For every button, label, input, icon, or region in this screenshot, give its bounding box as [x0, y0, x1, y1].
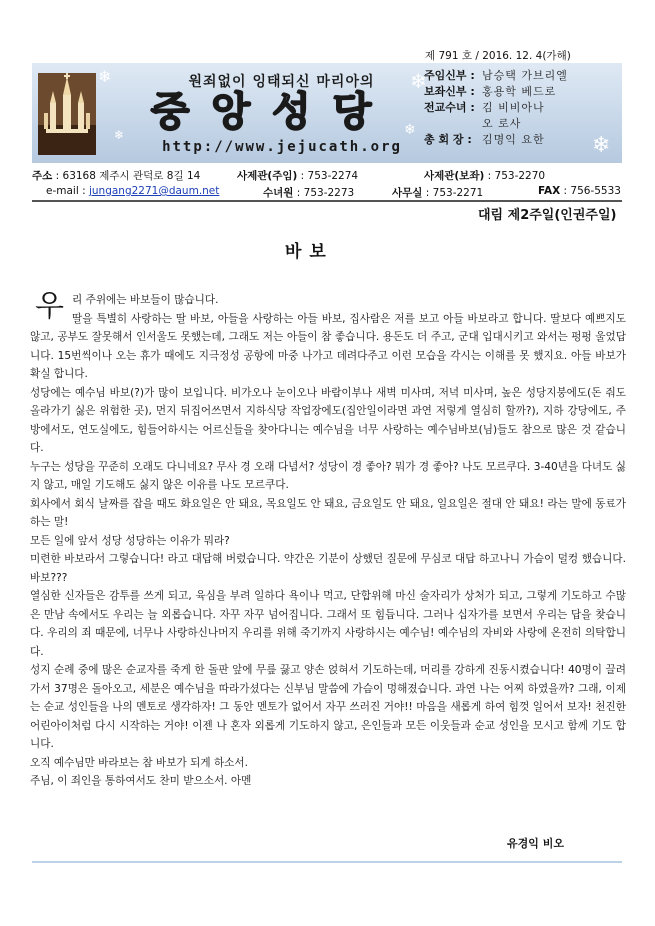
address-value: : 63168 제주시 관덕로 8길 14 — [55, 170, 201, 182]
staff-name: 홍용학 베드로 — [482, 85, 557, 98]
contact-office2 — [424, 168, 545, 183]
article-paragraph: 회사에서 회식 날짜를 잡을 때도 화요일은 안 돼요, 목요일도 안 돼요, 금요일도 안 돼요, 일요일은 절대 안 돼요! 라는 말에 동료가 하는 말! — [30, 497, 626, 528]
article-body — [30, 291, 626, 791]
snowflake-icon: ❄ — [592, 133, 611, 158]
staff-name: 오 로사 — [482, 117, 522, 130]
staff-name: 남승택 가브리엘 — [482, 69, 568, 82]
secretariat-value: : 753-2271 — [425, 187, 484, 199]
contact-fax — [538, 185, 621, 197]
staff-name: 김명익 요한 — [482, 133, 545, 146]
snowflake-icon: ❄ — [98, 67, 112, 86]
article-paragraph: 오직 예수님만 바라보는 참 바보가 되게 하소서. — [30, 756, 249, 769]
staff-row — [424, 67, 620, 83]
staff-name: 김 비비아나 — [482, 101, 545, 114]
article-paragraph: 열심한 신자들은 감투를 쓰게 되고, 육심을 부려 일하다 욕이나 먹고, 단합위해 마신 술자리가 상처가 되고, 그렇게 기도하고 수많은 만남 속에서도 우리는 늘 외롭습니다. 자꾸 자꾸 넘어집니다. 그래서 또 힘듭니다. 그러나 십자가를 보면서 우리는 답을 찾습니다. 우리의 죄 때문에, 너무나 사랑하신나머지 우리를 위해 죽기까지 사랑하시는 예수님! 예수님의 자비와 사랑에 온전히 의탁합니다. — [30, 590, 626, 658]
email-link[interactable]: jungang2271@daum.net — [88, 185, 220, 197]
address-label: 주소 — [32, 170, 53, 182]
issue-number: 제 791 호 / 2016. 12. 4(가해) — [425, 50, 571, 62]
parish-motto: 원죄없이 잉태되신 마리아의 — [188, 74, 375, 90]
contact-office1 — [237, 168, 358, 183]
article-paragraph: 주님, 이 죄인을 통하여서도 찬미 받으소서. 아멘 — [30, 775, 252, 787]
contact-email — [46, 185, 219, 197]
staff-list — [424, 67, 620, 147]
article-paragraph: 누구는 성당을 꾸준히 오래도 다니네요? 무사 경 오래 다념서? 성당이 경 좋아? 뭐가 경 좋아? 나도 모르쿠다. 3-40년을 다녀도 싫지 않고, 매일 기도해도 싫지 않은 이유를 나도 모르쿠다. — [30, 460, 626, 491]
office1-label: 사제관(주임) — [237, 170, 298, 182]
footer-divider — [32, 861, 622, 863]
office2-label: 사제관(보좌) — [424, 170, 485, 182]
liturgical-sunday: 대림 제2주일(인권주일) — [478, 208, 617, 223]
article-paragraph — [30, 289, 626, 324]
snowflake-icon: ❄ — [114, 128, 125, 142]
article-paragraph: 모든 일에 앞서 성당 성당하는 이유가 뭐라? — [30, 534, 230, 547]
convent-label: 수녀원 — [263, 187, 294, 199]
parish-url[interactable]: http://www.jejucath.org — [162, 139, 402, 155]
staff-role: 보좌신부 : — [424, 85, 475, 98]
office2-value: : 753-2270 — [487, 170, 546, 182]
fax-value: : 756-5533 — [563, 185, 621, 197]
staff-row — [424, 83, 620, 99]
staff-row — [424, 99, 620, 115]
email-label: e-mail : — [46, 185, 86, 197]
dropcap: 우 — [35, 289, 64, 324]
article-paragraph: 딸을 특별히 사랑하는 딸 바보, 아들을 사랑하는 아들 바보, 집사람은 저를 보고 아들 바보라고 합니다. 딸보다 예쁘지도 않고, 공부도 잘못해서 인서울도 못했는데, 그래도 저는 아들이 참 좋습니다. 용돈도 더 주고, 군대 입대시키고 와서는 펑펑 울었답니다. 15번씩이나 오는 휴가 때에도 지극정성 공항에 마중 나가고 데려다주고 이런 모습을 각시는 이해를 못 했지요. 아들 바보가 확실 합니다. — [30, 312, 626, 380]
header-banner — [32, 63, 622, 163]
article-title: 바보 — [285, 242, 334, 262]
staff-role: 전교수녀 : — [424, 101, 475, 114]
header-divider — [32, 200, 622, 202]
office1-value: : 753-2274 — [300, 170, 359, 182]
convent-value: : 753-2273 — [296, 187, 355, 199]
staff-role: 주임신부 : — [424, 69, 475, 82]
article-paragraph: 미련한 바보라서 그렇습니다! 라고 대답해 버렸습니다. 약간은 기분이 상했던 질문에 무심코 대답 하고나니 가슴이 덜컹 했습니다. 바보??? — [30, 553, 626, 584]
contact-address — [32, 168, 200, 183]
snowflake-icon: ❄ — [410, 69, 427, 93]
fax-label: FAX — [538, 185, 561, 197]
contact-secretariat — [392, 185, 483, 200]
secretariat-label: 사무실 — [392, 187, 423, 199]
staff-row — [424, 115, 620, 131]
article-paragraph: 성당에는 예수님 바보(?)가 많이 보입니다. 비가오나 눈이오나 바람이부나 새벽 미사며, 저녁 미사며, 높은 성당지붕에도(돈 줘도 올라가기 싫은 위험한 곳), 먼지 뒤집어쓰면서 지하식당 작업장에도(집안일이라면 과연 저렇게 열심히 할까?), 지하 강당에도, 주방에서도, 연도실에도, 힘들어하시는 어르신들을 찾아다니는 예수님을 너무 사랑하는 예수님바보(님)들도 참으로 많은 것 같습니다. — [30, 386, 626, 454]
cathedral-icon — [38, 73, 96, 155]
article-paragraph: 성지 순례 중에 많은 순교자를 죽게 한 돌판 앞에 무릎 끓고 양손 얹혀서 기도하는데, 머리를 강하게 진동시켰습니다! 40명이 끌려가서 37명은 돌아오고, 세분은 예수님을 따라가셨다는 신부님 말씀에 가슴이 멍해졌습니다. 과연 나는 어찌 하였을까? 그래, 이제는 순교 성인들을 나의 멘토로 생각하자! 그 동안 멘토가 없어서 자꾸 쓰러진 거야!! 마음을 새롭게 하여 힘껏 일어서 보자! 천진한 어린아이처럼 다시 시작하는 거야! 이젠 나 혼자 외롭게 기도하지 않고, 은인들과 모든 이웃들과 순교 성인을 모시고 함께 기도 합니다. — [30, 664, 627, 750]
contact-convent — [263, 185, 354, 200]
author-signature: 유경익 비오 — [507, 837, 564, 850]
staff-role: 총 회 장 : — [424, 133, 472, 146]
staff-row — [424, 131, 620, 147]
snowflake-icon: ❄ — [404, 122, 416, 138]
parish-name: 중앙성당 — [150, 89, 394, 135]
paragraph-text: 리 주위에는 바보들이 많습니다. — [71, 294, 219, 306]
